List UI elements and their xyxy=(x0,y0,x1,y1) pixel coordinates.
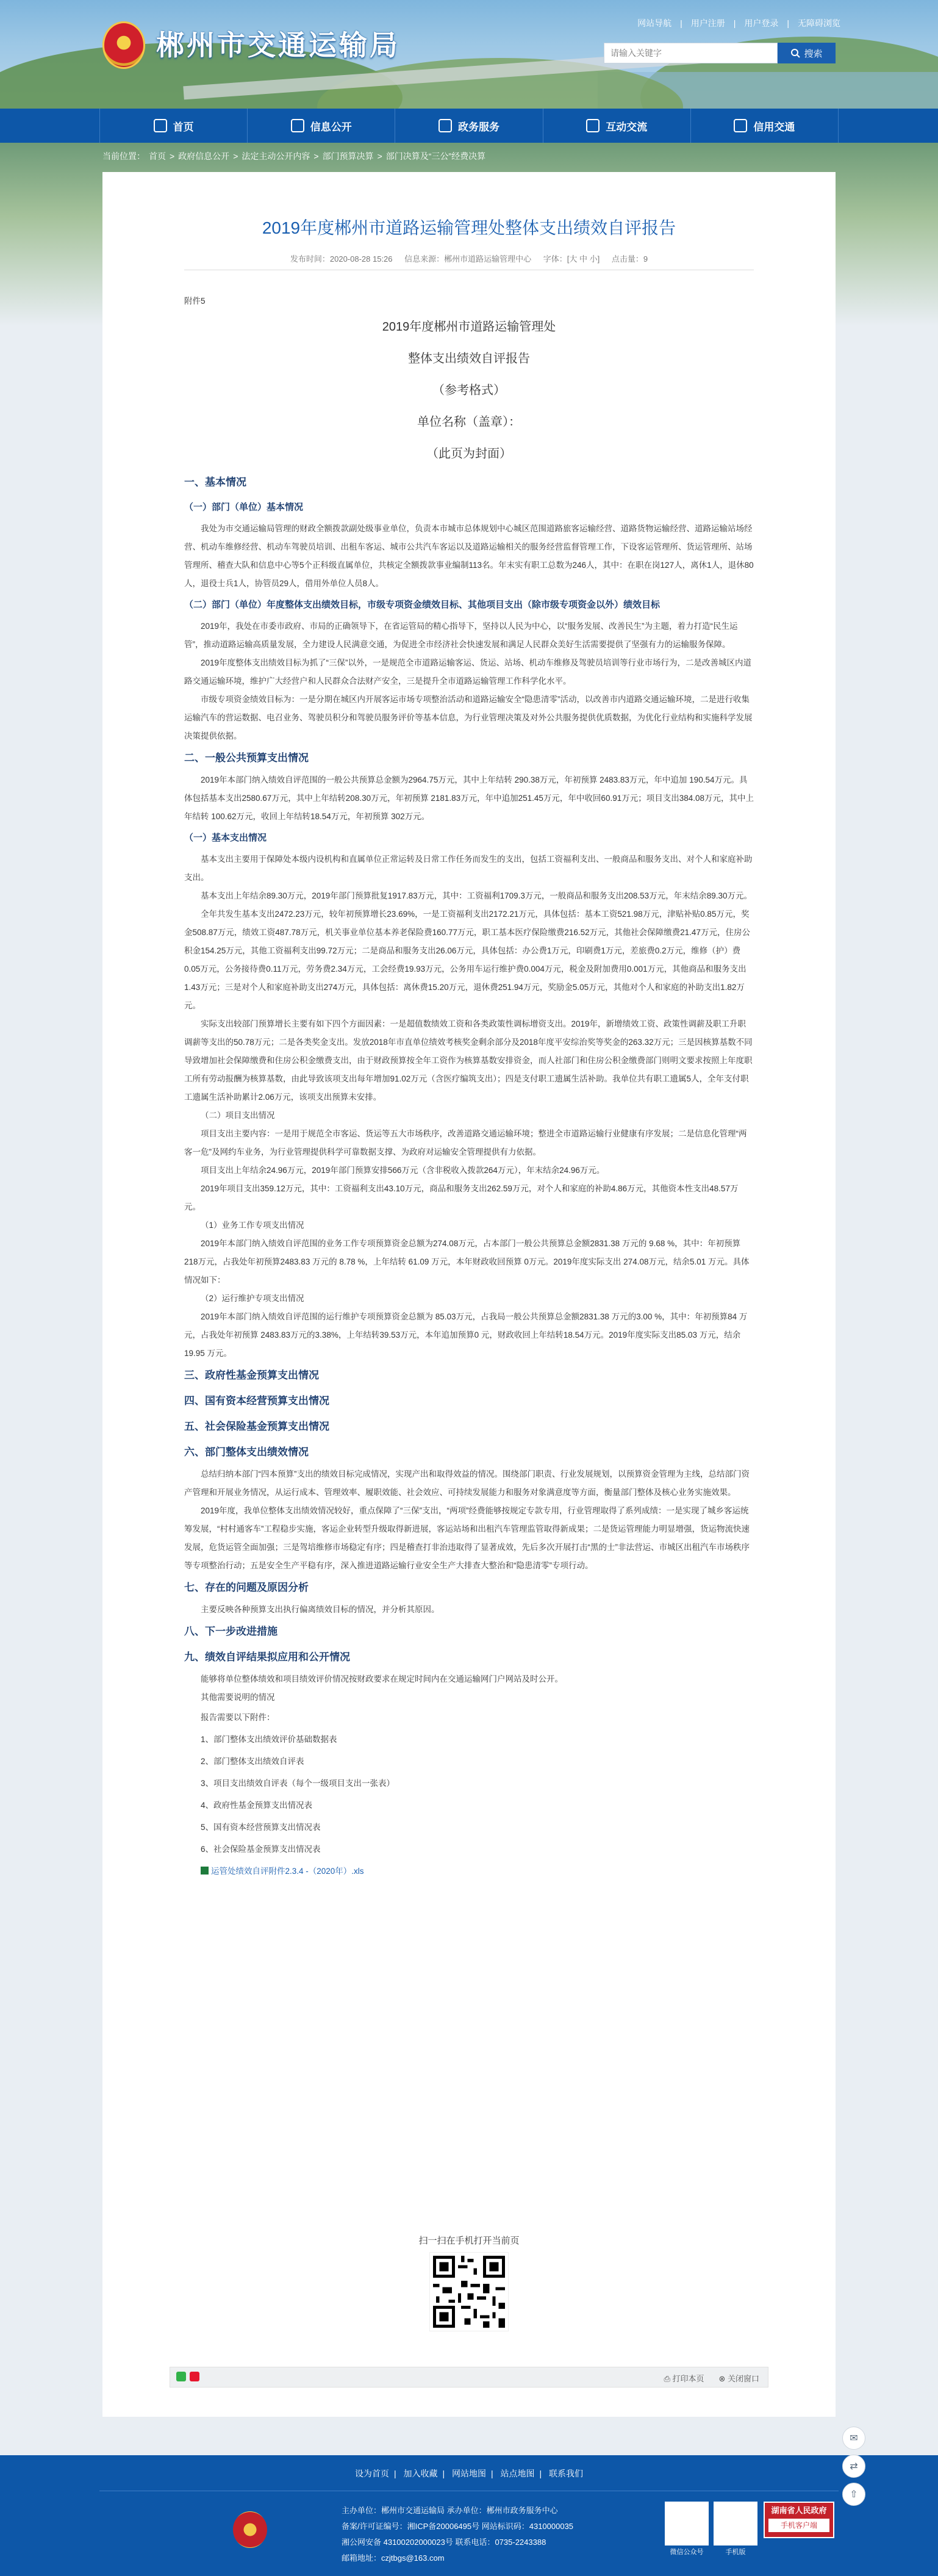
cover-line: 整体支出绩效自评报告 xyxy=(408,352,530,365)
cover-line: 单位名称（盖章）： xyxy=(417,415,521,429)
subsection-heading: （一）部门（单位）基本情况 xyxy=(184,502,304,512)
paragraph: 2019年项目支出359.12万元，其中：工资福利支出43.10万元，商品和服务支出262.59万元，对个人和家庭的补助4.86万元，其他资本性支出48.57万元。 xyxy=(184,1184,739,1211)
search-button[interactable] xyxy=(778,43,836,63)
breadcrumb-label: 当前位置： xyxy=(102,151,145,161)
breadcrumb-item[interactable]: 部门预算决算 xyxy=(322,151,374,161)
top-link[interactable]: 网站导航 xyxy=(637,18,672,28)
document-icon xyxy=(291,119,304,132)
footer xyxy=(0,2455,938,2576)
section-heading: 二、一般公共预算支出情况 xyxy=(184,752,309,764)
article-title: 2019年度郴州市道路运输管理处整体支出绩效自评报告 xyxy=(262,218,676,237)
footer-info xyxy=(342,2503,683,2566)
top-links: 网站导航 | 用户注册 | 用户登录 | 无障碍浏览 xyxy=(637,18,840,28)
header-banner xyxy=(0,0,938,109)
qr-label: 扫一扫在手机打开当前页 xyxy=(418,2236,520,2246)
subsection-heading: （一）基本支出情况 xyxy=(184,833,267,843)
info-source: 信息来源：郴州市道路运输管理中心 xyxy=(404,254,532,264)
site-logo-title[interactable]: 郴州市交通运输局 xyxy=(156,29,400,61)
attachment-note: 附件5 xyxy=(184,296,206,306)
breadcrumb-item[interactable]: 法定主动公开内容 xyxy=(242,151,310,161)
badge-title: 湖南省人民政府 xyxy=(771,2506,827,2515)
breadcrumb-item[interactable]: 部门决算及“三公”经费决算 xyxy=(385,151,486,161)
section-heading: 一、基本情况 xyxy=(184,476,246,488)
section-heading: 八、下一步改进措施 xyxy=(184,1626,277,1637)
footer-links: 设为首页 | 加入收藏 | 网站地图 | 站点地图 | 联系我们 xyxy=(354,2469,584,2478)
paragraph: 报告需要以下附件： xyxy=(201,1713,275,1722)
font-size-switch[interactable]: 字体：[大 中 小] xyxy=(543,254,600,264)
paragraph: 全年共发生基本支出2472.23万元，较年初预算增长23.69%，一是工资福利支出2172.21万元，具体包括：基本工资521.98万元，津贴补贴0.85万元，奖金508.87万元，绩效工资487.78万元，机关事业单位基本养老保险费160.77万元，职工基本医疗保险缴费216.52万元，其他社会保障缴费21.47万元，住房公积金154.25万元，其他工资福利支出99.72万元；二是商品和服务支出26.06万元，具体包括：办公费1万元，印刷费1万元，差旅费0.2万元，维修（护）费0.05万元，公务接待费0.11万元，劳务费2.34万元，工会经费19.93万元，公务用车运行维护费0.004万元，税金及附加费用0.001万元，其他商品和服务支出1.43万元；三是对个人和家庭补助支出274万元，具体包括：离休费15.20万元，退休费251.94万元，奖励金5.05万元，其他对个人和家庭的补助支出1.82万元。 xyxy=(184,909,750,1010)
close-window-button[interactable]: ⊗ 关闭窗口 xyxy=(718,2374,759,2383)
list-item: 4、政府性基金预算支出情况表 xyxy=(201,1801,313,1810)
footer-link[interactable]: 站点地图 xyxy=(500,2469,535,2478)
article-body xyxy=(184,292,754,1882)
wechat-qr-icon xyxy=(665,2502,709,2546)
share-icon[interactable]: ⇄ xyxy=(842,2455,865,2478)
back-to-top-icon[interactable]: ⇧ xyxy=(842,2483,865,2506)
paragraph: 2019年本部门纳入绩效自评范围的一般公共预算总金额为2964.75万元，其中上年结转 290.38万元，年初预算 2483.83万元，年中追加 190.54万元。具体包括基本支出2580.67万元，其中上年结转208.30万元，年初预算 2181.83万元，年中追加251.45万元，年中收回60.91万元；项目支出384.08万元，其中上年结转 100.62万元，收回上年结转18.54万元，年初预算 302万元。 xyxy=(184,775,754,821)
section-heading: 四、国有资本经营预算支出情况 xyxy=(184,1395,329,1407)
paragraph: 基本支出主要用于保障处本级内设机构和直属单位正常运转及日常工作任务而发生的支出，包括工资福利支出、一般商品和服务支出、对个人和家庭补助支出。 xyxy=(184,855,753,882)
footer-line: 湘公网安备 43100202000023号 联系电话：0735-2243388 xyxy=(342,2538,546,2547)
subsection-heading: （二）部门（单位）年度整体支出绩效目标，市级专项资金绩效目标、其他项目支出（除市级专项资金以外）绩效目标 xyxy=(184,600,661,610)
main-nav xyxy=(0,109,938,143)
footer-link[interactable]: 设为首页 xyxy=(354,2469,389,2478)
attachment-link[interactable] xyxy=(184,1860,754,1882)
list-item: 1、部门整体支出绩效评价基础数据表 xyxy=(201,1735,337,1744)
top-link[interactable]: 无障碍浏览 xyxy=(798,18,840,28)
section-heading: 七、存在的问题及原因分析 xyxy=(184,1582,309,1593)
paragraph: 我处为市交通运输局管理的财政全额拨款副处级事业单位，负责本市城市总体规划中心城区范围道路旅客运输经营、道路货物运输经营、道路运输站场经营、机动车维修经营、机动车驾驶员培训、出租车客运、城市公共汽车客运以及道路运输相关的服务经营监督管理工作，下设客运管理所、货运管理所、站场管理所、稽查大队和信息中心等5个正科级直属单位，共核定全额拨款事业编制113名。年末实有职工总数为246人，其中：在职在岗127人，离休1人，退休80人，退役士兵1人，协管员29人，借用外单位人员8人。 xyxy=(184,524,754,588)
cover-line: （参考格式） xyxy=(432,384,506,397)
qr-code-icon xyxy=(429,2252,509,2331)
attachment-filename: 运管处绩效自评附件2.3.4 -（2020年）.xls xyxy=(211,1867,364,1876)
badge-subtitle: 手机客户端 xyxy=(768,2519,829,2532)
nav-label: 政务服务 xyxy=(458,121,499,133)
breadcrumb-item[interactable]: 首页 xyxy=(149,151,166,161)
footer-line: 备案/许可证编号：湘ICP备20006495号 网站标识码：4310000035 xyxy=(342,2522,574,2531)
cover-line: 2019年度郴州市道路运输管理处 xyxy=(382,320,556,334)
section-heading: 六、部门整体支出绩效情况 xyxy=(184,1446,309,1458)
footer-line: 主办单位：郴州市交通运输局 承办单位：郴州市政务服务中心 xyxy=(342,2506,558,2515)
paragraph: 项目支出主要内容：一是用于规范全市客运、货运等五大市场秩序，改善道路交通运输环境；整进全市道路运输行业健康有序发展；二是信息化管理“两客一危”及网约车业务，为行业管理提供科学可靠数据支撑、为政府对运输安全管理提供有力依据。 xyxy=(184,1129,747,1157)
subsection-heading: （二）项目支出情况 xyxy=(201,1111,275,1120)
section-heading: 九、绩效自评结果拟应用和公开情况 xyxy=(184,1651,350,1663)
qr-caption: 手机版 xyxy=(725,2549,746,2556)
national-emblem-icon xyxy=(102,21,145,69)
nav-label: 信息公开 xyxy=(310,121,352,133)
paragraph: （1）业务工作专项支出情况 xyxy=(201,1221,304,1230)
paragraph: 2019年本部门纳入绩效自评范围的业务工作专项预算资金总额为274.08万元，占本部门一般公共预算总金额2831.38 万元的 9.68 %，其中：年初预算 218万元，占我处年初预算2483.83 万元的 8.78 %，上年结转 61.09 万元，本年财政收回预算 0万元。2019年度实际支出 274.08万元，结余5.01 万元。具体情况如下： xyxy=(184,1239,750,1285)
wechat-share-icon[interactable] xyxy=(176,2372,186,2381)
footer-line: 邮箱地址：czjtbgs@163.com xyxy=(342,2553,445,2563)
paragraph: （2）运行维护专项支出情况 xyxy=(201,1294,304,1303)
cover-line: （此页为封面） xyxy=(426,447,512,461)
article-panel xyxy=(102,172,836,2417)
nav-label: 互动交流 xyxy=(606,121,648,133)
weibo-share-icon[interactable] xyxy=(190,2372,199,2381)
breadcrumb: 当前位置： 首页 > 政府信息公开 > 法定主动公开内容 > 部门预算决算 > 部门决算及“三公”经费决算 xyxy=(102,151,486,161)
search-input[interactable] xyxy=(604,43,778,63)
publish-date: 发布时间：2020-08-28 15:26 xyxy=(290,254,393,264)
paragraph: 实际支出较部门预算增长主要有如下四个方面因素：一是超值数绩效工资和各类政策性调标增资支出。2019年，新增绩效工资、政策性调薪及职工升职调薪等支出的50.78万元；二是各类奖金支出。发放2018年市直单位绩效考核奖金剩余部分及2018年度平安综治奖等奖金的263.32万元；三是因核算基数不同导致增加社会保障缴费和住房公积金缴费支出，由于财政预算按全年工资作为核算基数安排资金，而人社部门和住房公积金缴费部门则明文要求按照上年度职工所有劳动报酬为核算基数，由此导致该项支出每年增加91.02万元（含医疗编筑支出）；四是支付职工遗属生活补助。我单位共有职工遗属5人，全年支付职工遗属生活补助累计2.06万元，该项支出预算未安排。 xyxy=(184,1019,753,1102)
footer-link[interactable]: 联系我们 xyxy=(549,2469,584,2478)
top-link[interactable]: 用户注册 xyxy=(690,18,725,28)
paragraph: 2019年，我处在市委市政府、市局的正确领导下，在省运管局的精心指导下，坚持以人民为中心，以“服务发展、改善民生”为主题，着力打造“民生运管”，推动道路运输高质量发展，全力建设人民满意交通，为促进全市经济社会快速发展和满足人民群众美好生活需要提供了坚强有力的运输服务保障。 xyxy=(184,622,738,649)
section-heading: 三、政府性基金预算支出情况 xyxy=(184,1369,319,1381)
credit-icon xyxy=(734,119,747,132)
paragraph: 总结归纳本部门“四本预算”支出的绩效目标完成情况，实现产出和取得效益的情况。围绕部门职责、行业发展规划，以预算资金管理为主线，总结部门资产管理和开展业务情况，从运行成本、管理效率、履职效能、社会效应、可持续发展能力和服务对象满意度等方面，衡量部门整体及核心业务实施效果。 xyxy=(184,1469,750,1497)
footer-link[interactable]: 加入收藏 xyxy=(403,2469,438,2478)
nav-item-interaction[interactable] xyxy=(543,109,690,143)
paragraph: 2019年本部门纳入绩效自评范围的运行维护专项预算资金总额为 85.03万元，占我局一般公共预算总金额2831.38 万元的3.00 %，其中：年初预算84 万元，占我处年初预算 2483.83万元的3.38%，上年结转39.53万元，本年追加预算0 元，财政收回上年结转18.54万元。2019年度实际支出85.03 万元，结余19.95 万元。 xyxy=(184,1312,748,1358)
paragraph: 市级专项资金绩效目标为：一是分期在城区内开展客运市场专项整治活动和道路运输安全“隐患清零”活动，以改善市内道路交通运输环境，二是进行收集运输汽车的营运数据、电召业务、驾驶员积分和驾驶员服务评价等基本信息，为行业管理决策及对外公共服务提供优质数据，为优化行业结构和实施科学发展决策提供依据。 xyxy=(184,695,753,741)
breadcrumb-item[interactable]: 政府信息公开 xyxy=(178,151,230,161)
share-bar xyxy=(170,2367,768,2388)
chat-icon xyxy=(586,119,600,132)
floating-toolbar xyxy=(842,2427,867,2530)
list-item: 3、项目支出绩效自评表（每个一级项目支出一张表） xyxy=(201,1779,395,1788)
list-item: 6、社会保险基金预算支出情况表 xyxy=(201,1845,321,1854)
print-button[interactable]: ⎙ 打印本页 xyxy=(664,2374,704,2383)
search-icon xyxy=(790,48,800,58)
paragraph: 主要反映各种预算支出执行偏离绩效目标的情况，并分析其原因。 xyxy=(201,1605,440,1614)
nav-item-info-public[interactable] xyxy=(247,109,395,143)
click-count: 点击量：9 xyxy=(611,254,648,264)
top-link[interactable]: 用户登录 xyxy=(744,18,779,28)
nav-label: 首页 xyxy=(173,121,194,133)
search-button-label: 搜索 xyxy=(804,48,823,59)
party-gov-badge-icon[interactable] xyxy=(233,2511,267,2548)
service-icon xyxy=(439,119,452,132)
hunan-gov-app-badge[interactable] xyxy=(764,2502,834,2538)
section-heading: 五、社会保险基金预算支出情况 xyxy=(184,1421,329,1432)
excel-file-icon xyxy=(201,1867,209,1875)
list-item: 5、国有资本经营预算支出情况表 xyxy=(201,1823,321,1832)
paragraph: 2019年度整体支出绩效目标为抓了“三保”以外，一是规范全市道路运输客运、货运、站场、机动车维修及驾驶员培训等行业市场行为，二是改善城区内道路交通运输环境，维护广大经营户和人民群众合法财产安全，三是提升全市道路运输管理工作科学化水平。 xyxy=(184,658,752,686)
chat-icon[interactable]: ✉ xyxy=(842,2427,865,2450)
paragraph: 其他需要说明的情况 xyxy=(201,1693,275,1702)
paragraph: 基本支出上年结余89.30万元，2019年部门预算批复1917.83万元，其中：工资福利1709.3万元，一般商品和服务支出208.53万元，年末结余89.30万元。 xyxy=(201,891,752,900)
nav-item-home[interactable] xyxy=(99,109,247,143)
paragraph: 2019年度，我单位整体支出绩效情况较好，重点保障了“三保”支出，“两项”经费能够按规定专款专用，行业管理取得了系列成绩：一是实现了城乡客运统筹发展，“村村通客车”工程稳步实施，客运企业转型升级取得新进展，客运站场和出租汽车管理监管取得新成果；二是货运管理能力明显增强，货运物流快速发展，危货运管全面加强；三是驾培维修市场稳定有序；四是稽查打非治违取得了显著成效，先后多次开展打击“黑的士”非法营运、市城区出租汽车市场秩序等专项整治行动；五是安全生产平稳有序，深入推进道路运输行业安全生产大排查大整治和“隐患清零”专项行动。 xyxy=(184,1506,750,1570)
mobile-qr-icon xyxy=(714,2502,757,2546)
article-meta xyxy=(102,253,836,264)
paragraph: 项目支出上年结余24.96万元，2019年部门预算安排566万元（含非税收入拨款264万元），年末结余24.96万元。 xyxy=(201,1166,605,1175)
paragraph: 能够将单位整体绩效和项目绩效评价情况按财政要求在规定时间内在交通运输网门户网站及时公开。 xyxy=(201,1674,563,1684)
nav-item-credit[interactable] xyxy=(690,109,839,143)
home-icon xyxy=(154,119,167,132)
nav-label: 信用交通 xyxy=(753,121,795,133)
qr-caption: 微信公众号 xyxy=(670,2549,704,2556)
footer-link[interactable]: 网站地图 xyxy=(452,2469,486,2478)
nav-item-gov-service[interactable] xyxy=(395,109,542,143)
list-item: 2、部门整体支出绩效自评表 xyxy=(201,1757,304,1766)
